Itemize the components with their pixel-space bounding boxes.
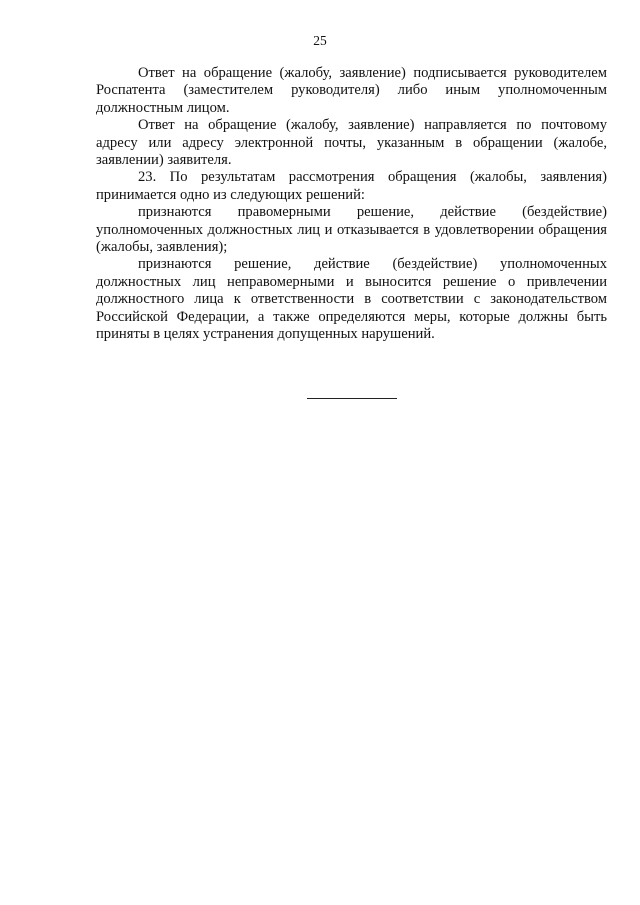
paragraph-clause-23: 23. По результатам рассмотрения обращения (жалобы, заявления) принимается одно из следующих решений:: [96, 169, 607, 203]
end-of-document-rule: [307, 398, 397, 399]
page-number: 25: [313, 33, 327, 48]
paragraph-decision-unlawful: признаются решение, действие (бездействие) уполномоченных должностных лиц неправомерными и выносится решение о привлечении должностного лица к ответственности в соответствии с законодательством Российской Федерации, а также определяются меры, которые должны быть приняты в целях устранения допущенных нарушений.: [96, 256, 607, 343]
document-body: [96, 65, 607, 344]
paragraph-decision-lawful: признаются правомерными решение, действие (бездействие) уполномоченных должностных лиц и отказывается в удовлетворении обращения (жалобы, заявления);: [96, 204, 607, 256]
paragraph-delivery: Ответ на обращение (жалобу, заявление) направляется по почтовому адресу или адресу электронной почты, указанным в обращении (жалобе, заявлении) заявителя.: [96, 117, 607, 169]
paragraph-signing: Ответ на обращение (жалобу, заявление) подписывается руководителем Роспатента (заместителем руководителя) либо иным уполномоченным должностным лицом.: [96, 65, 607, 116]
